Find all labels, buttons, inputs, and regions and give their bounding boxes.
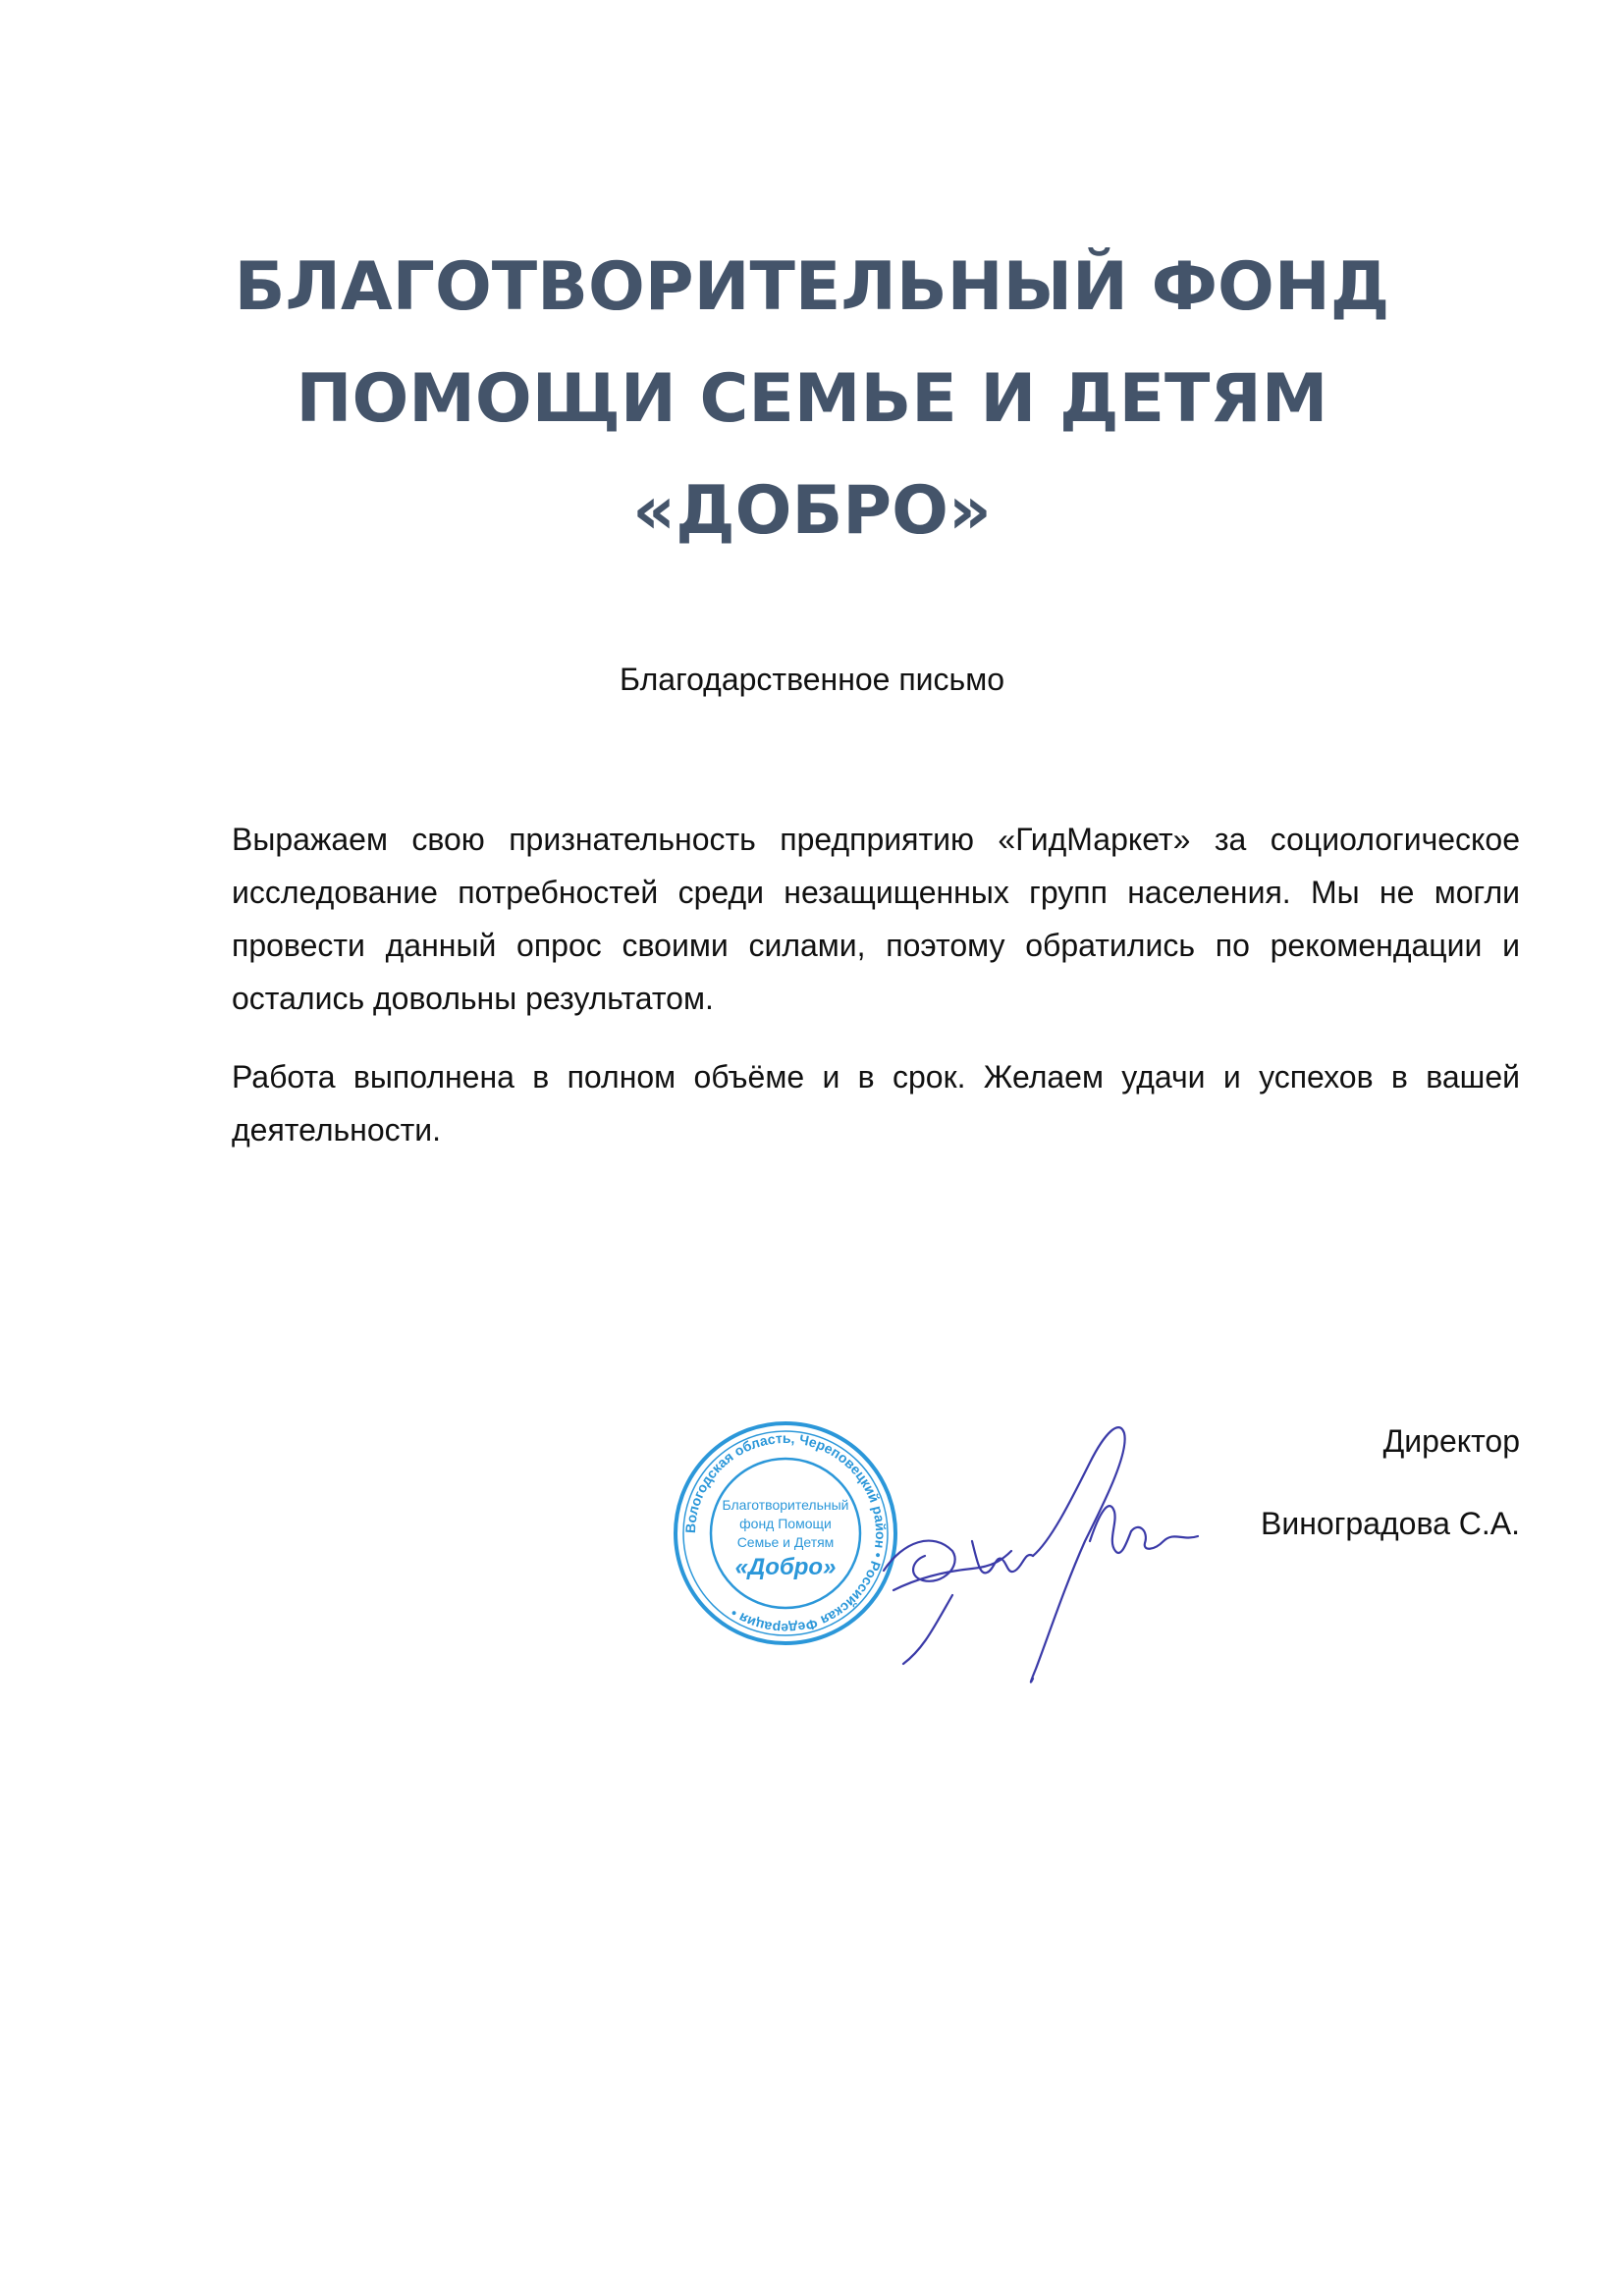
organization-title-line-1: БЛАГОТВОРИТЕЛЬНЫЙ ФОНД: [234, 248, 1390, 326]
stamp-ring-text: Вологодская область, Череповецкий район • Российская Федерация •: [681, 1429, 890, 1637]
director-signature: [864, 1394, 1218, 1708]
stamp-center-line-1: Благотворительный: [722, 1497, 849, 1513]
organization-title-line-2: ПОМОЩИ СЕМЬЕ И ДЕТЯМ: [296, 360, 1328, 438]
letter-paragraph-2: Работа выполнена в полном объёме и в срок. Желаем удачи и успехов в вашей деятельности.: [232, 1059, 1520, 1148]
organization-title: [196, 232, 1428, 567]
stamp-center-line-3: Семье и Детям: [736, 1534, 835, 1550]
signatory-name: Виноградова С.А.: [1261, 1506, 1520, 1541]
letter-paragraph-1: Выражаем свою признательность предприятию «ГидМаркет» за социологическое исследование потребностей среди незащищенных групп населения. Мы не могли провести данный опрос своими силами, поэтому обратились по рекомендации и остались довольны результатом.: [232, 822, 1520, 1016]
letter-body: [232, 813, 1520, 1182]
stamp-center-line-2: фонд Помощи: [739, 1516, 832, 1531]
stamp-center-brand: «Добро»: [734, 1554, 837, 1580]
organization-title-line-3: «ДОБРО»: [632, 472, 992, 550]
signatory-role: Директор: [1382, 1423, 1520, 1459]
document-type-label: Благодарственное письмо: [619, 662, 1005, 697]
